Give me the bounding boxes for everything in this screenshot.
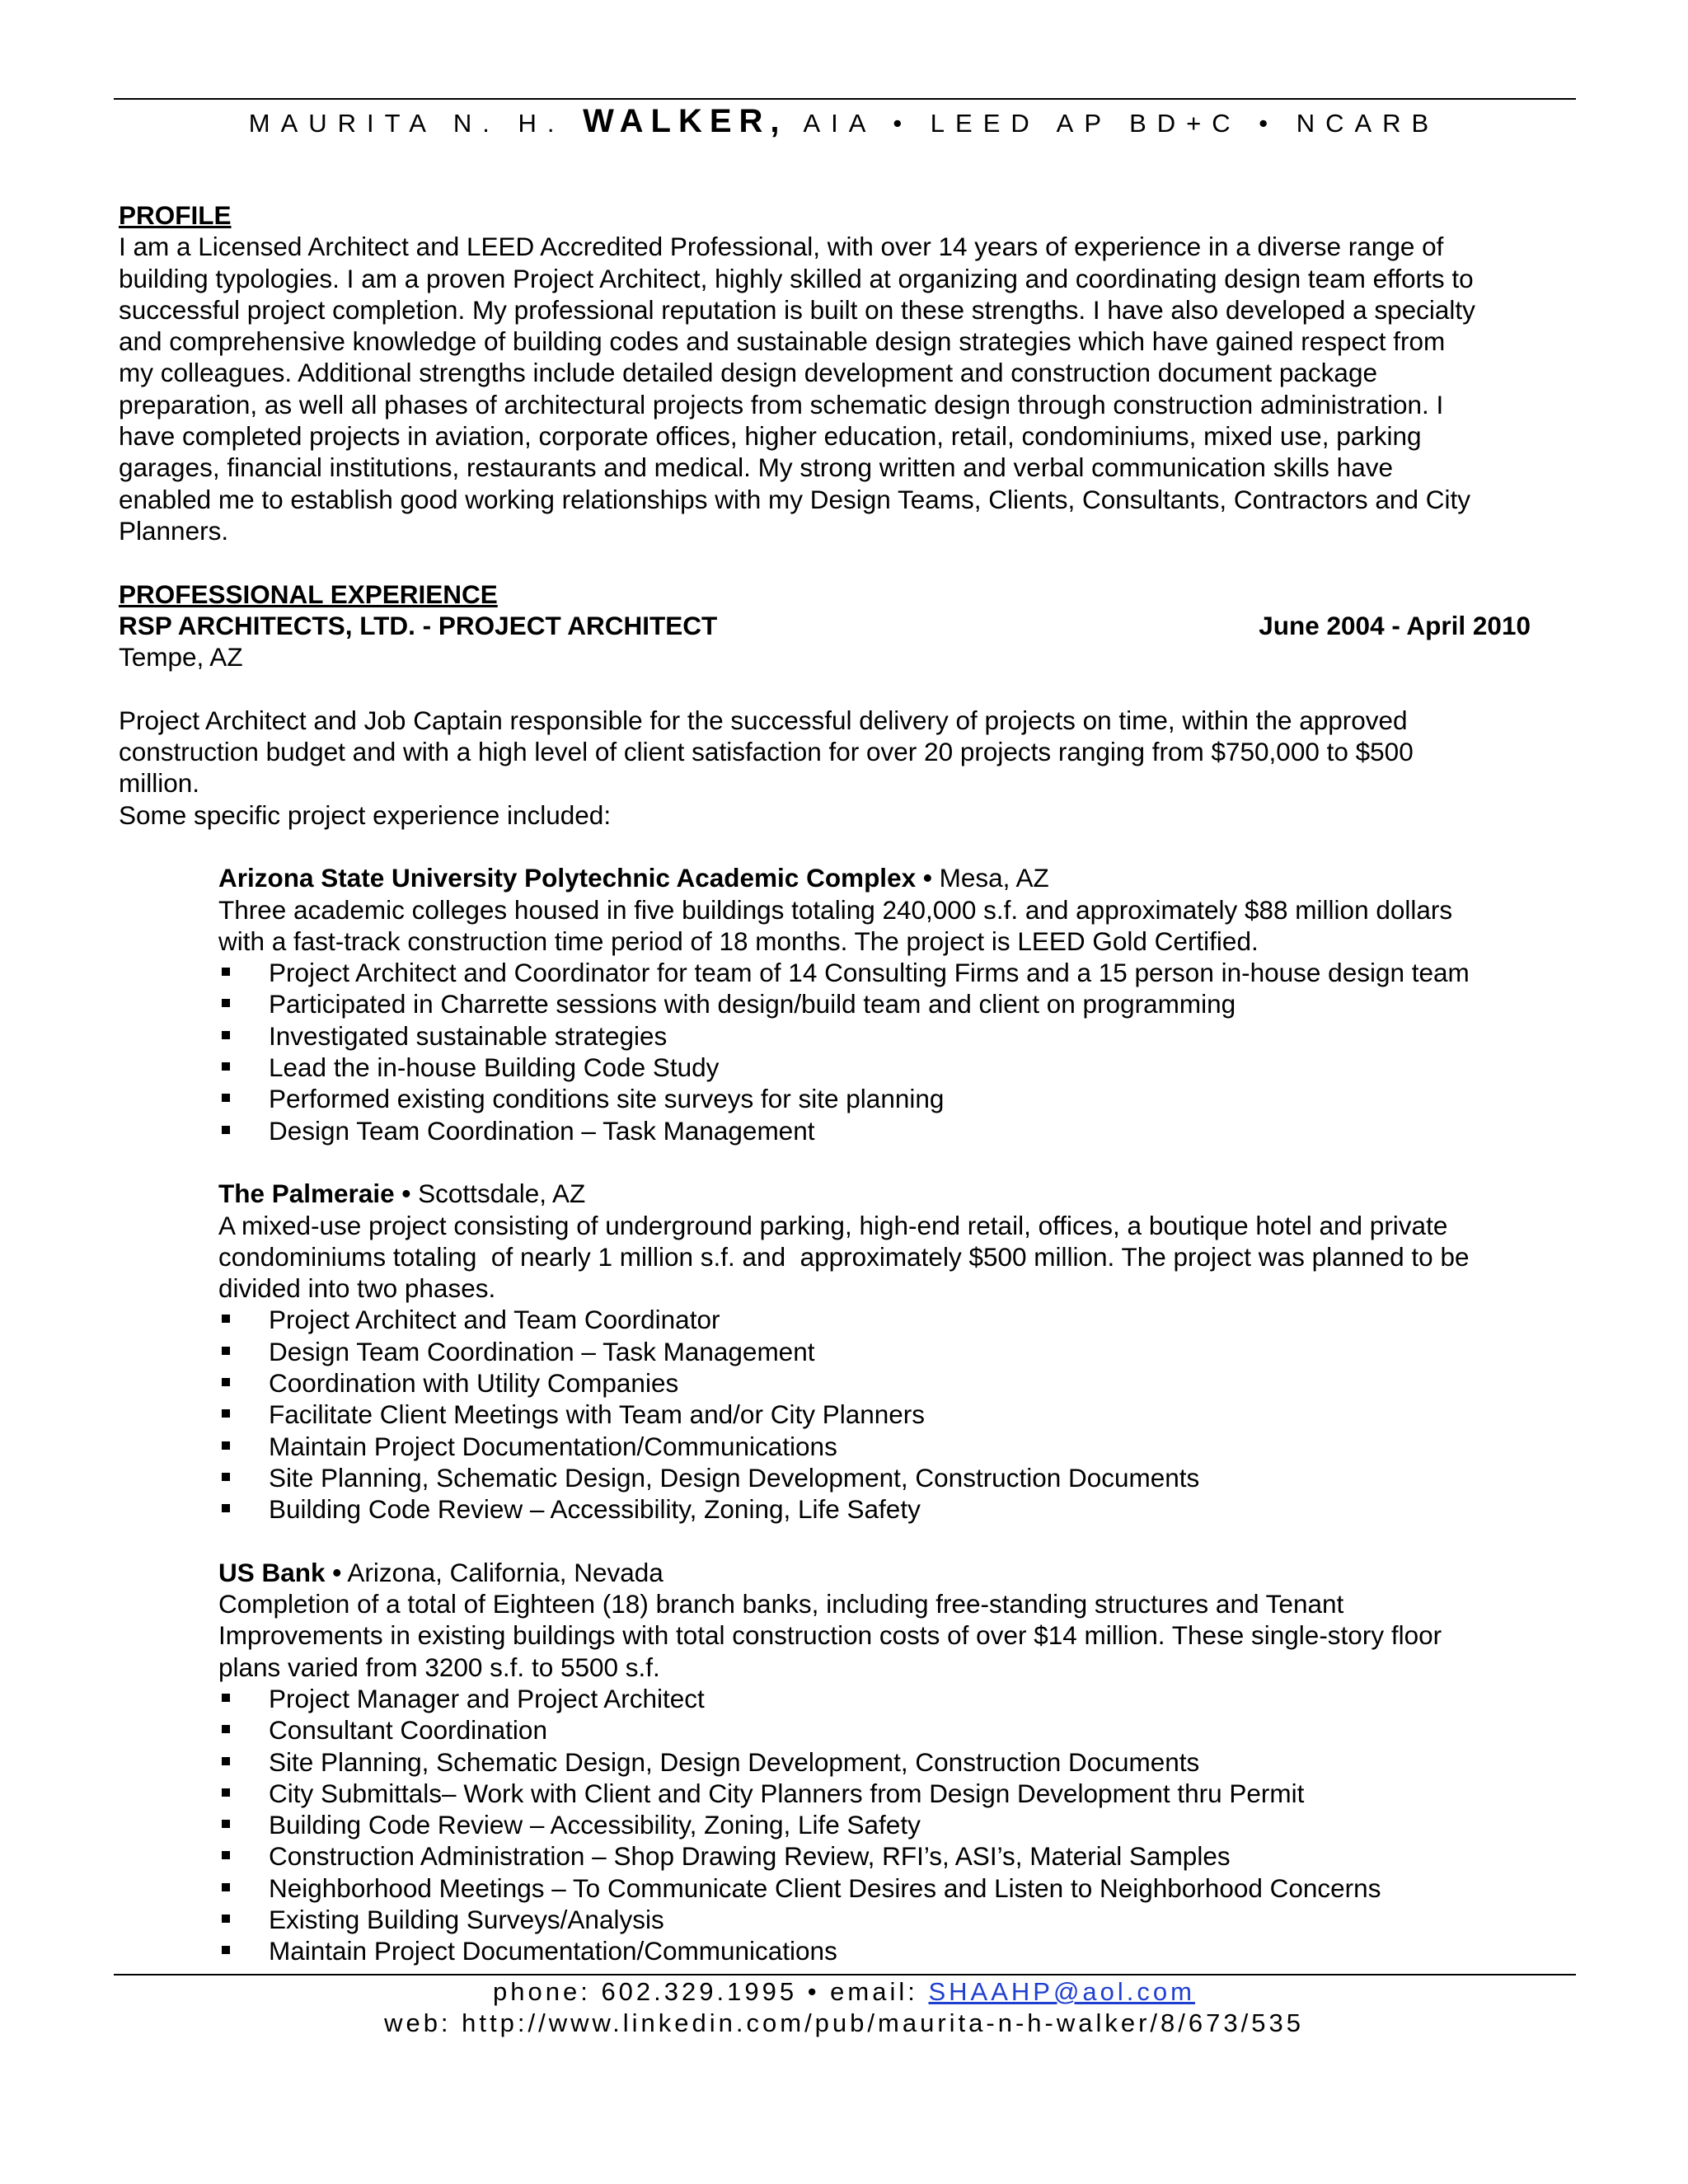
project-desc-line: with a fast-track construction time period of 18 months. The project is LEED Gold Certified.	[218, 926, 1259, 956]
bullet-text: Building Code Review – Accessibility, Zoning, Life Safety	[269, 1494, 921, 1525]
square-bullet-icon	[222, 1094, 230, 1102]
bullet-text: Performed existing conditions site surveys for site planning	[269, 1084, 945, 1114]
bullet-text: Design Team Coordination – Task Management	[269, 1336, 815, 1366]
list-item	[218, 1052, 1569, 1083]
top-divider	[114, 98, 1576, 100]
list-item	[218, 1083, 1569, 1114]
project-location: Arizona, California, Nevada	[347, 1557, 663, 1587]
square-bullet-icon	[222, 1504, 230, 1512]
profile-line: and comprehensive knowledge of building codes and sustainable design strategies which have gained respect from	[119, 326, 1446, 357]
list-item	[218, 957, 1569, 988]
bullet-text: Participated in Charrette sessions with design/build team and client on programming	[269, 989, 1236, 1019]
bullet-text: Neighborhood Meetings – To Communicate Client Desires and Listen to Neighborhood Concerns	[269, 1872, 1381, 1903]
square-bullet-icon	[222, 1378, 230, 1386]
contact-footer	[0, 1976, 1688, 2039]
job-location: Tempe, AZ	[119, 642, 243, 673]
project-desc-line: Improvements in existing buildings with total construction costs of over $14 million. These single-story floor	[218, 1620, 1442, 1651]
project-heading	[218, 1178, 1569, 1209]
project-desc-line: Completion of a total of Eighteen (18) branch banks, including free-standing structures and Tenant	[218, 1589, 1344, 1619]
project-asu	[218, 862, 1569, 1146]
project-name: Arizona State University Polytechnic Academic Complex •	[218, 863, 932, 893]
profile-line: Planners.	[119, 515, 229, 546]
job-heading	[119, 610, 1569, 641]
list-item	[218, 1367, 1569, 1399]
credentials: AIA • LEED AP BD+C • NCARB	[803, 109, 1440, 138]
list-item	[218, 1115, 1569, 1146]
square-bullet-icon	[222, 999, 230, 1007]
square-bullet-icon	[222, 1315, 230, 1323]
project-heading	[218, 1557, 1569, 1588]
project-desc-line: Three academic colleges housed in five buildings totaling 240,000 s.f. and approximately $88 million dollars	[218, 894, 1453, 925]
contact-line	[0, 1976, 1688, 2008]
square-bullet-icon	[222, 1820, 230, 1828]
project-bullets	[218, 1683, 1569, 1967]
square-bullet-icon	[222, 1062, 230, 1071]
project-location: Mesa, AZ	[939, 863, 1049, 893]
profile-line: have completed projects in aviation, corporate offices, higher education, retail, condominiums, mixed use, parking	[119, 421, 1422, 452]
job-summary	[119, 705, 1569, 831]
list-item	[218, 1683, 1569, 1714]
square-bullet-icon	[222, 1946, 230, 1954]
list-item	[218, 1493, 1569, 1525]
list-item	[218, 1399, 1569, 1430]
list-item	[218, 1840, 1569, 1872]
list-item	[218, 1304, 1569, 1335]
email-link[interactable]: SHAAHP@aol.com	[928, 1977, 1195, 2006]
bullet-text: Coordination with Utility Companies	[269, 1367, 679, 1398]
bullet-text: Project Architect and Coordinator for team of 14 Consulting Firms and a 15 person in-house design team	[269, 958, 1470, 988]
name-prefix: MAURITA N. H.	[248, 109, 565, 138]
profile-line: I am a Licensed Architect and LEED Accredited Professional, with over 14 years of experience in a diverse range of	[119, 232, 1444, 262]
profile-line: successful project completion. My professional reputation is built on these strengths. I have also developed a specialty	[119, 294, 1475, 325]
square-bullet-icon	[222, 1757, 230, 1765]
square-bullet-icon	[222, 1409, 230, 1418]
list-item	[218, 1020, 1569, 1052]
bullet-text: Building Code Review – Accessibility, Zoning, Life Safety	[269, 1810, 921, 1840]
list-item	[218, 988, 1569, 1019]
project-bullets	[218, 957, 1569, 1146]
list-item	[218, 1778, 1569, 1809]
resume-header	[0, 103, 1688, 140]
list-item	[218, 1809, 1569, 1840]
list-item	[218, 1336, 1569, 1367]
bullet-text: Maintain Project Documentation/Communications	[269, 1936, 837, 1966]
summary-line: construction budget and with a high level of client satisfaction for over 20 projects ranging from $750,000 to $500	[119, 737, 1414, 767]
list-item	[218, 1872, 1569, 1904]
bullet-text: Lead the in-house Building Code Study	[269, 1052, 720, 1083]
project-name: The Palmeraie •	[218, 1179, 411, 1209]
square-bullet-icon	[222, 1441, 230, 1450]
summary-line: million.	[119, 768, 200, 799]
list-item	[218, 1714, 1569, 1746]
project-heading	[218, 862, 1569, 893]
web-link[interactable]: web: http://www.linkedin.com/pub/maurita-n-h-walker/8/673/535	[384, 2008, 1304, 2037]
summary-line: Project Architect and Job Captain responsible for the successful delivery of projects on time, within the approved	[119, 705, 1408, 735]
square-bullet-icon	[222, 1126, 230, 1134]
bullet-text: Existing Building Surveys/Analysis	[269, 1905, 664, 1935]
project-desc-line: A mixed-use project consisting of underground parking, high-end retail, offices, a boutique hotel and private	[218, 1210, 1448, 1240]
bullet-text: Design Team Coordination – Task Management	[269, 1115, 815, 1146]
project-desc-line: divided into two phases.	[218, 1273, 496, 1304]
bullet-text: Site Planning, Schematic Design, Design Development, Construction Documents	[269, 1746, 1200, 1777]
project-palmeraie	[218, 1178, 1569, 1525]
bullet-text: Site Planning, Schematic Design, Design Development, Construction Documents	[269, 1462, 1200, 1493]
bullet-text: Construction Administration – Shop Drawing Review, RFI’s, ASI’s, Material Samples	[269, 1841, 1231, 1872]
bottom-divider	[114, 1974, 1576, 1975]
profile-text	[119, 231, 1569, 546]
square-bullet-icon	[222, 1473, 230, 1481]
list-item	[218, 1431, 1569, 1462]
bullet-text: Project Architect and Team Coordinator	[269, 1305, 720, 1335]
project-name: US Bank •	[218, 1557, 342, 1587]
bullet-text: Maintain Project Documentation/Communications	[269, 1431, 837, 1461]
profile-line: enabled me to establish good working relationships with my Design Teams, Clients, Consultants, Contractors and City	[119, 484, 1470, 514]
list-item	[218, 1462, 1569, 1493]
bullet-text: Project Manager and Project Architect	[269, 1683, 705, 1713]
profile-heading: PROFILE	[119, 200, 232, 230]
job-title: RSP ARCHITECTS, LTD. - PROJECT ARCHITECT	[119, 610, 718, 640]
project-us-bank	[218, 1557, 1569, 1967]
square-bullet-icon	[222, 1725, 230, 1733]
profile-line: garages, financial institutions, restaurants and medical. My strong written and verbal communication skills have	[119, 452, 1393, 483]
bullet-text: Investigated sustainable strategies	[269, 1020, 668, 1051]
square-bullet-icon	[222, 1883, 230, 1891]
bullet-text: City Submittals– Work with Client and City Planners from Design Development thru Permit	[269, 1778, 1305, 1808]
project-desc-line: condominiums totaling of nearly 1 million s.f. and approximately $500 million. The project was planned to be	[218, 1241, 1470, 1272]
square-bullet-icon	[222, 1788, 230, 1797]
profile-line: preparation, as well all phases of architectural projects from schematic design through construction administration. I	[119, 389, 1444, 419]
square-bullet-icon	[222, 1851, 230, 1859]
square-bullet-icon	[222, 1031, 230, 1039]
experience-heading: PROFESSIONAL EXPERIENCE	[119, 579, 498, 609]
summary-line: Some specific project experience included:	[119, 799, 612, 830]
square-bullet-icon	[222, 1915, 230, 1923]
square-bullet-icon	[222, 1694, 230, 1702]
profile-line: building typologies. I am a proven Project Architect, highly skilled at organizing and coordinating design team efforts to	[119, 263, 1474, 293]
phone-label: phone: 602.329.1995 • email:	[493, 1977, 918, 2006]
list-item	[218, 1904, 1569, 1935]
bullet-text: Consultant Coordination	[269, 1715, 547, 1746]
square-bullet-icon	[222, 1347, 230, 1355]
surname: WALKER,	[583, 103, 787, 139]
list-item	[218, 1746, 1569, 1778]
profile-line: my colleagues. Additional strengths include detailed design development and construction document package	[119, 358, 1377, 388]
project-location: Scottsdale, AZ	[418, 1179, 586, 1209]
job-dates: June 2004 - April 2010	[1259, 610, 1531, 640]
list-item	[218, 1935, 1569, 1966]
square-bullet-icon	[222, 968, 230, 976]
bullet-text: Facilitate Client Meetings with Team and/or City Planners	[269, 1399, 926, 1430]
resume-body	[119, 199, 1569, 1967]
project-desc-line: plans varied from 3200 s.f. to 5500 s.f.	[218, 1652, 660, 1682]
project-bullets	[218, 1304, 1569, 1525]
